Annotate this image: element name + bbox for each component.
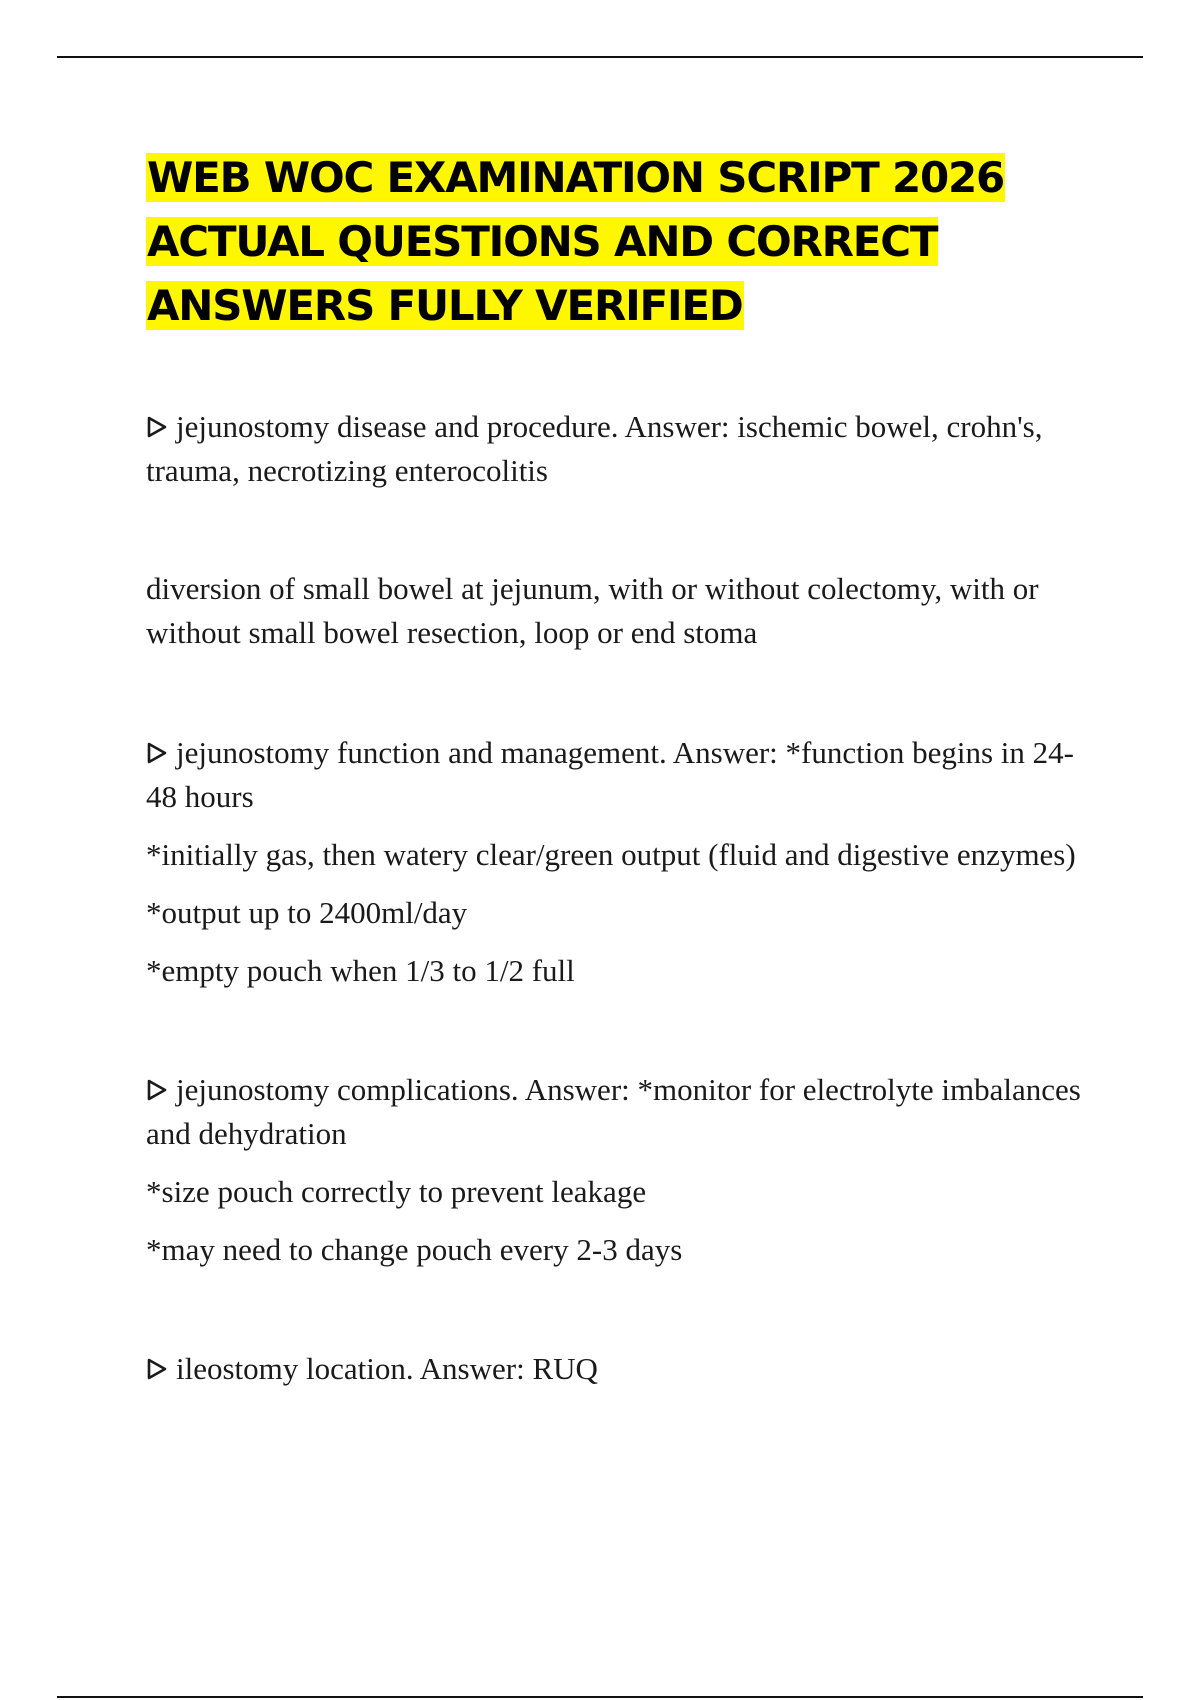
answer-text: diversion of small bowel at jejunum, with or without colectomy, with or without small bowel resection, loop or end stoma <box>146 571 1039 650</box>
question-paragraph <box>146 1068 1096 1156</box>
top-rule <box>57 56 1143 58</box>
answer-text: *output up to 2400ml/day <box>146 895 468 930</box>
title-line: ANSWERS FULLY VERIFIED <box>147 281 743 330</box>
answer-text: *initially gas, then watery clear/green output (fluid and digestive enzymes) <box>146 837 1076 872</box>
answer-paragraph <box>146 567 1096 655</box>
bottom-rule <box>57 1696 1143 1698</box>
document-title <box>146 146 1046 338</box>
answer-line <box>146 833 1096 877</box>
question-text: ileostomy location. Answer: RUQ <box>176 1351 598 1386</box>
triangle-bullet-icon <box>146 1078 168 1102</box>
triangle-bullet-icon <box>146 1357 168 1381</box>
answer-line <box>146 1170 1096 1214</box>
answer-line <box>146 1228 1096 1272</box>
answer-line <box>146 949 1096 993</box>
question-paragraph <box>146 1347 1096 1391</box>
question-text: jejunostomy complications. Answer: *monitor for electrolyte imbalances and dehydration <box>146 1072 1081 1151</box>
triangle-bullet-icon <box>146 415 168 439</box>
answer-text: *may need to change pouch every 2-3 days <box>146 1232 683 1267</box>
document-body <box>146 405 1096 1391</box>
question-text: jejunostomy disease and procedure. Answer: ischemic bowel, crohn's, trauma, necrotizing enterocolitis <box>146 409 1043 488</box>
answer-text: *empty pouch when 1/3 to 1/2 full <box>146 953 575 988</box>
question-paragraph <box>146 405 1096 493</box>
title-line: ACTUAL QUESTIONS AND CORRECT <box>147 217 938 266</box>
answer-line <box>146 891 1096 935</box>
triangle-bullet-icon <box>146 741 168 765</box>
answer-text: *size pouch correctly to prevent leakage <box>146 1174 647 1209</box>
question-text: jejunostomy function and management. Answer: *function begins in 24-48 hours <box>146 735 1074 814</box>
question-paragraph <box>146 731 1096 819</box>
title-line: WEB WOC EXAMINATION SCRIPT 2026 <box>147 153 1005 202</box>
